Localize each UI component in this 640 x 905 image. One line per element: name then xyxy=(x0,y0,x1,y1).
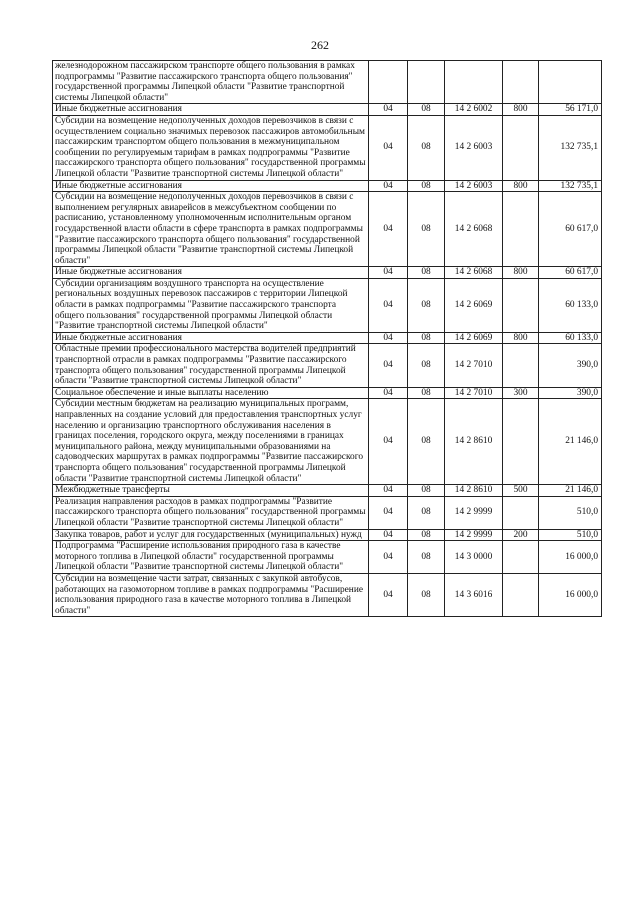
row-subsection: 08 xyxy=(408,180,445,192)
row-subsection: 08 xyxy=(408,529,445,541)
row-amount: 390,0 xyxy=(539,344,602,387)
row-expense-type xyxy=(503,541,539,574)
row-amount: 16 000,0 xyxy=(539,573,602,616)
row-target-code: 14 2 7010 xyxy=(445,387,503,399)
table-row xyxy=(53,573,602,616)
row-amount: 510,0 xyxy=(539,529,602,541)
row-target-code: 14 2 7010 xyxy=(445,344,503,387)
row-subsection: 08 xyxy=(408,496,445,529)
row-expense-type: 300 xyxy=(503,387,539,399)
table-row xyxy=(53,115,602,180)
row-subsection xyxy=(408,61,445,104)
row-name: Подпрограмма "Расширение использования природного газа в качестве моторного топлива в Липецкой области" государственной программы Липецкой области "Развитие транспортной системы Липецкой области" xyxy=(53,541,369,574)
table-row xyxy=(53,541,602,574)
row-target-code: 14 2 6003 xyxy=(445,180,503,192)
row-expense-type: 200 xyxy=(503,529,539,541)
row-name: железнодорожном пассажирском транспорте общего пользования в рамках подпрограммы "Развитие пассажирского транспорта общего пользования" государственной программы Липецкой области "Развитие транспортной системы Липецкой области" xyxy=(53,61,369,104)
table-row xyxy=(53,267,602,279)
row-name: Социальное обеспечение и иные выплаты населению xyxy=(53,387,369,399)
row-amount: 60 133,0 xyxy=(539,332,602,344)
row-subsection: 08 xyxy=(408,115,445,180)
row-name: Субсидии на возмещение части затрат, связанных с закупкой автобусов, работающих на газомоторном топливе в рамках подпрограммы "Расширение использования природного газа в качестве моторного топлива в Липецкой области" xyxy=(53,573,369,616)
row-section: 04 xyxy=(369,573,408,616)
row-subsection: 08 xyxy=(408,541,445,574)
row-name: Иные бюджетные ассигнования xyxy=(53,332,369,344)
row-target-code: 14 2 6003 xyxy=(445,115,503,180)
row-amount: 390,0 xyxy=(539,387,602,399)
row-expense-type xyxy=(503,573,539,616)
row-target-code: 14 2 6069 xyxy=(445,278,503,332)
row-name: Закупка товаров, работ и услуг для государственных (муниципальных) нужд xyxy=(53,529,369,541)
row-name: Иные бюджетные ассигнования xyxy=(53,267,369,279)
row-amount: 16 000,0 xyxy=(539,541,602,574)
row-subsection: 08 xyxy=(408,267,445,279)
row-section: 04 xyxy=(369,496,408,529)
row-amount: 21 146,0 xyxy=(539,485,602,497)
row-amount: 132 735,1 xyxy=(539,115,602,180)
row-expense-type xyxy=(503,496,539,529)
table-row xyxy=(53,192,602,267)
row-section: 04 xyxy=(369,278,408,332)
row-section: 04 xyxy=(369,332,408,344)
table-row xyxy=(53,399,602,485)
row-expense-type: 800 xyxy=(503,104,539,116)
row-expense-type: 500 xyxy=(503,485,539,497)
row-amount: 60 617,0 xyxy=(539,192,602,267)
row-expense-type xyxy=(503,278,539,332)
row-section: 04 xyxy=(369,115,408,180)
row-section: 04 xyxy=(369,180,408,192)
table-row xyxy=(53,387,602,399)
table-row xyxy=(53,529,602,541)
table-row xyxy=(53,180,602,192)
row-section: 04 xyxy=(369,344,408,387)
row-expense-type: 800 xyxy=(503,180,539,192)
table-row xyxy=(53,104,602,116)
row-target-code: 14 2 6069 xyxy=(445,332,503,344)
row-section: 04 xyxy=(369,529,408,541)
row-section: 04 xyxy=(369,485,408,497)
table-row xyxy=(53,278,602,332)
row-expense-type xyxy=(503,399,539,485)
row-target-code: 14 3 0000 xyxy=(445,541,503,574)
row-section: 04 xyxy=(369,267,408,279)
row-expense-type xyxy=(503,115,539,180)
row-section: 04 xyxy=(369,387,408,399)
row-subsection: 08 xyxy=(408,192,445,267)
row-expense-type xyxy=(503,192,539,267)
row-name: Субсидии на возмещение недополученных доходов перевозчиков в связи с осуществлением социально значимых перевозок пассажиров автомобильным пассажирским транспортом общего пользования в межмуниципальном сообщении по регулируемым тарифам в рамках подпрограммы "Развитие пассажирского транспорта общего пользования" государственной программы Липецкой области "Развитие транспортной системы Липецкой области" xyxy=(53,115,369,180)
row-target-code: 14 3 6016 xyxy=(445,573,503,616)
table-row xyxy=(53,496,602,529)
row-section xyxy=(369,61,408,104)
row-amount: 510,0 xyxy=(539,496,602,529)
row-name: Субсидии организациям воздушного транспорта на осуществление региональных воздушных перевозок пассажиров с территории Липецкой области в рамках подпрограммы "Развитие пассажирского транспорта общего пользования" государственной программы Липецкой области "Развитие транспортной системы Липецкой области" xyxy=(53,278,369,332)
row-name: Субсидии местным бюджетам на реализацию муниципальных программ, направленных на создание условий для предоставления транспортных услуг населению и организацию транспортного обслуживания населения в границах поселения, городского округа, между поселениями в границах муниципального района, между муниципальными образованиями на садоводческих маршрутах в рамках подпрограммы "Развитие пассажирского транспорта общего пользования" государственной программы Липецкой области "Развитие транспортной системы Липецкой области" xyxy=(53,399,369,485)
row-name: Межбюджетные трансферты xyxy=(53,485,369,497)
row-expense-type: 800 xyxy=(503,332,539,344)
row-name: Иные бюджетные ассигнования xyxy=(53,104,369,116)
row-amount: 132 735,1 xyxy=(539,180,602,192)
row-expense-type: 800 xyxy=(503,267,539,279)
row-subsection: 08 xyxy=(408,344,445,387)
row-amount xyxy=(539,61,602,104)
row-expense-type xyxy=(503,344,539,387)
row-amount: 60 133,0 xyxy=(539,278,602,332)
row-subsection: 08 xyxy=(408,104,445,116)
table-row xyxy=(53,344,602,387)
row-target-code: 14 2 9999 xyxy=(445,529,503,541)
table-row xyxy=(53,332,602,344)
row-name: Областные премии профессионального мастерства водителей предприятий транспортной отрасли в рамках подпрограммы "Развитие пассажирского транспорта общего пользования" государственной программы Липецкой области "Развитие транспортной системы Липецкой области" xyxy=(53,344,369,387)
page-number: 262 xyxy=(311,38,329,52)
table-row xyxy=(53,485,602,497)
table-row xyxy=(53,61,602,104)
budget-table-body xyxy=(53,61,602,617)
row-subsection: 08 xyxy=(408,573,445,616)
row-target-code: 14 2 8610 xyxy=(445,485,503,497)
row-target-code: 14 2 8610 xyxy=(445,399,503,485)
row-amount: 56 171,0 xyxy=(539,104,602,116)
row-target-code: 14 2 9999 xyxy=(445,496,503,529)
row-name: Реализация направления расходов в рамках подпрограммы "Развитие пассажирского транспорта общего пользования" государственной программы Липецкой области "Развитие транспортной системы Липецкой области" xyxy=(53,496,369,529)
row-target-code: 14 2 6068 xyxy=(445,192,503,267)
row-subsection: 08 xyxy=(408,485,445,497)
row-subsection: 08 xyxy=(408,399,445,485)
row-amount: 21 146,0 xyxy=(539,399,602,485)
row-section: 04 xyxy=(369,104,408,116)
row-section: 04 xyxy=(369,192,408,267)
row-section: 04 xyxy=(369,541,408,574)
row-subsection: 08 xyxy=(408,332,445,344)
row-subsection: 08 xyxy=(408,387,445,399)
budget-table xyxy=(52,60,602,617)
row-expense-type xyxy=(503,61,539,104)
row-name: Субсидии на возмещение недополученных доходов перевозчиков в связи с выполнением регулярных авиарейсов в межсубъектном сообщении по расписанию, установленному уполномоченным исполнительным органом государственной власти области в сфере транспорта в рамках подпрограммы "Развитие пассажирского транспорта общего пользования" государственной программы Липецкой области "Развитие транспортной системы Липецкой области" xyxy=(53,192,369,267)
row-amount: 60 617,0 xyxy=(539,267,602,279)
row-target-code: 14 2 6068 xyxy=(445,267,503,279)
row-target-code: 14 2 6002 xyxy=(445,104,503,116)
row-name: Иные бюджетные ассигнования xyxy=(53,180,369,192)
row-target-code xyxy=(445,61,503,104)
row-subsection: 08 xyxy=(408,278,445,332)
row-section: 04 xyxy=(369,399,408,485)
